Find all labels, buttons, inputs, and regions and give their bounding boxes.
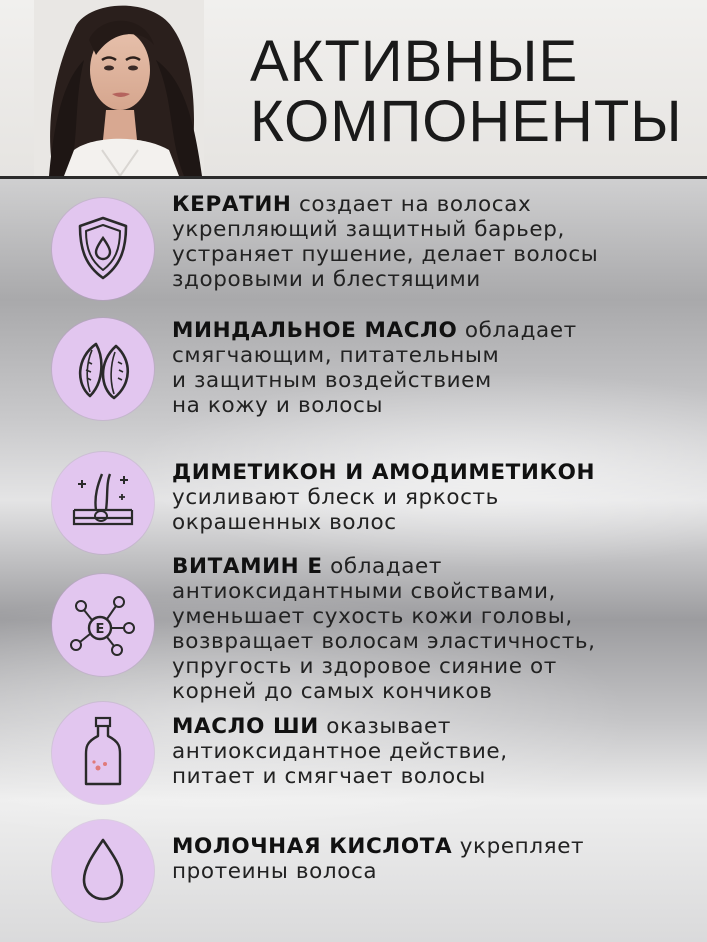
text-line: упругость и здоровое сияние от <box>172 654 557 679</box>
text-line: протеины волоса <box>172 859 378 884</box>
ingredient-name: МИНДАЛЬНОЕ МАСЛО <box>172 318 458 343</box>
icon-circle <box>52 702 154 804</box>
ingredient-description <box>172 460 692 535</box>
text-line: оказывает <box>326 714 451 739</box>
header-divider <box>0 176 707 179</box>
icon-circle <box>52 452 154 554</box>
text-line: усиливают блеск и яркость <box>172 485 499 510</box>
header <box>0 0 707 176</box>
ingredient-description <box>172 714 692 789</box>
vitamin-e-molecule-icon <box>52 574 154 676</box>
text-line: на кожу и волосы <box>172 393 384 418</box>
title-line-2: КОМПОНЕНТЫ <box>250 89 683 154</box>
ingredient-name: ВИТАМИН Е <box>172 554 323 579</box>
text-line: смягчающим, питательным <box>172 343 500 368</box>
text-line: обладает <box>464 318 577 343</box>
text-line: создает на волосах <box>298 192 532 217</box>
icon-circle <box>52 198 154 300</box>
ingredient-description <box>172 192 692 292</box>
text-line: укрепляющий защитный барьер, <box>172 217 565 242</box>
text-line: укрепляет <box>459 834 585 859</box>
page-title <box>250 29 690 154</box>
title-line-1: АКТИВНЫЕ <box>250 29 579 94</box>
text-line: антиоксидантными свойствами, <box>172 579 556 604</box>
drop-icon <box>52 820 154 922</box>
ingredient-description <box>172 318 692 418</box>
ingredient-description <box>172 834 692 884</box>
almond-icon <box>52 318 154 420</box>
icon-circle <box>52 820 154 922</box>
svg-text:E: E <box>95 622 105 637</box>
ingredient-name: ДИМЕТИКОН И АМОДИМЕТИКОН <box>172 460 596 485</box>
ingredient-name: МАСЛО ШИ <box>172 714 319 739</box>
text-line: окрашенных волос <box>172 510 397 535</box>
shield-drop-icon <box>52 198 154 300</box>
hair-follicle-icon <box>52 452 154 554</box>
text-line: возвращает волосам эластичность, <box>172 629 596 654</box>
icon-circle <box>52 318 154 420</box>
text-line: уменьшает сухость кожи головы, <box>172 604 573 629</box>
oil-bottle-icon <box>52 702 154 804</box>
ingredient-name: КЕРАТИН <box>172 192 292 217</box>
text-line: устраняет пушение, делает волосы <box>172 242 599 267</box>
ingredient-description <box>172 554 692 704</box>
icon-circle <box>52 574 154 676</box>
ingredient-name: МОЛОЧНАЯ КИСЛОТА <box>172 834 453 859</box>
text-line: здоровыми и блестящими <box>172 267 481 292</box>
text-line: обладает <box>330 554 443 579</box>
text-line: питает и смягчает волосы <box>172 764 486 789</box>
text-line: и защитным воздействием <box>172 368 492 393</box>
woman-portrait-image <box>34 0 204 176</box>
text-line: антиоксидантное действие, <box>172 739 508 764</box>
text-line: корней до самых кончиков <box>172 679 493 704</box>
